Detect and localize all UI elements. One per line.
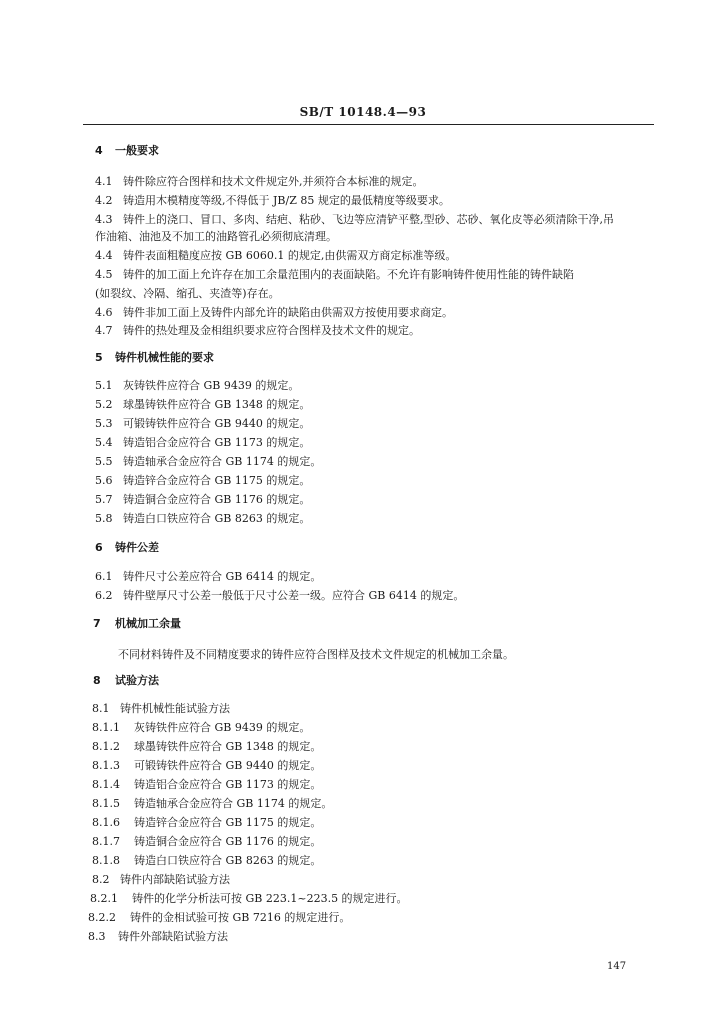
clause-number: 8.2.1 — [90, 892, 118, 905]
section-number: 6 — [95, 541, 103, 554]
clause-number: 8.1.8 — [92, 854, 120, 867]
clause-8-1-8 — [92, 854, 321, 868]
clause-4-6 — [95, 306, 453, 320]
clause-number: 5.3 — [95, 417, 113, 430]
clause-text: 球墨铸铁件应符合 GB 1348 的规定。 — [123, 398, 311, 411]
clause-text: 铸件非加工面上及铸件内部允许的缺陷由供需双方按使用要求商定。 — [123, 306, 453, 319]
clause-number: 8.2 — [92, 873, 110, 886]
clause-text: 铸造用木模精度等级,不得低于 JB/Z 85 规定的最低精度等级要求。 — [123, 194, 450, 207]
header-rule — [83, 124, 654, 125]
clause-text: 铸造铜合金应符合 GB 1176 的规定。 — [134, 835, 322, 848]
clause-5-6 — [95, 474, 310, 488]
clause-8-2-2 — [88, 911, 350, 925]
clause-text: 铸件壁厚尺寸公差一般低于尺寸公差一级。应符合 GB 6414 的规定。 — [123, 589, 465, 602]
clause-8-1-4 — [92, 778, 321, 792]
clause-8-1-6 — [92, 816, 321, 830]
clause-6-1 — [95, 570, 321, 584]
clause-4-2 — [95, 194, 450, 208]
clause-4-5-continuation: (如裂纹、冷隔、缩孔、夹渣等)存在。 — [95, 287, 280, 300]
clause-number: 8.1.2 — [92, 740, 120, 753]
clause-6-2 — [95, 589, 464, 603]
section-title: 铸件公差 — [115, 541, 159, 554]
clause-number: 8.1 — [92, 702, 110, 715]
clause-text: 灰铸铁件应符合 GB 9439 的规定。 — [123, 379, 300, 392]
clause-text: 铸件上的浇口、冒口、多肉、结疤、粘砂、飞边等应清铲平整,型砂、芯砂、氧化皮等必须清除干净,吊 — [123, 213, 614, 226]
clause-8-1-2 — [92, 740, 321, 754]
clause-text: 铸件内部缺陷试验方法 — [120, 873, 230, 886]
clause-text: 可锻铸铁件应符合 GB 9440 的规定。 — [134, 759, 322, 772]
clause-text: 铸造白口铁应符合 GB 8263 的规定。 — [123, 512, 311, 525]
clause-text: 铸件机械性能试验方法 — [120, 702, 230, 715]
clause-8-1-3 — [92, 759, 321, 773]
section-title: 机械加工余量 — [115, 617, 181, 630]
clause-number: 5.2 — [95, 398, 113, 411]
page-number: 147 — [607, 961, 627, 972]
clause-number: 8.1.4 — [92, 778, 120, 791]
clause-4-5 — [95, 268, 574, 282]
clause-number: 5.4 — [95, 436, 113, 449]
clause-number: 4.7 — [95, 324, 113, 337]
clause-number: 5.1 — [95, 379, 113, 392]
clause-text: 铸件外部缺陷试验方法 — [118, 930, 228, 943]
page-header: SB/T 10148.4—93 — [299, 105, 427, 119]
clause-text: 铸件的热处理及金相组织要求应符合图样及技术文件的规定。 — [123, 324, 420, 337]
clause-8-3 — [88, 930, 228, 944]
section-title: 一般要求 — [115, 144, 159, 157]
clause-text: 铸造轴承合金应符合 GB 1174 的规定。 — [134, 797, 333, 810]
clause-number: 4.6 — [95, 306, 113, 319]
clause-number: 4.2 — [95, 194, 113, 207]
clause-8-1-1 — [92, 721, 310, 735]
clause-number: 8.1.5 — [92, 797, 120, 810]
clause-text: 铸件除应符合图样和技术文件规定外,并须符合本标准的规定。 — [123, 175, 424, 188]
clause-text: 铸件的加工面上允许存在加工余量范围内的表面缺陷。不允许有影响铸件使用性能的铸件缺陷 — [123, 268, 574, 281]
clause-text: 铸件尺寸公差应符合 GB 6414 的规定。 — [123, 570, 322, 583]
clause-number: 5.7 — [95, 493, 113, 506]
clause-text: 铸造铝合金应符合 GB 1173 的规定。 — [123, 436, 311, 449]
clause-4-1 — [95, 175, 424, 189]
section-number: 4 — [95, 144, 103, 157]
section-8-heading — [93, 674, 159, 688]
clause-4-3-continuation: 作油箱、油池及不加工的油路管孔必须彻底清理。 — [95, 230, 337, 243]
clause-text: 铸件表面粗糙度应按 GB 6060.1 的规定,由供需双方商定标准等级。 — [123, 249, 457, 262]
clause-number: 8.2.2 — [88, 911, 116, 924]
clause-5-3 — [95, 417, 310, 431]
clause-text: 铸件的金相试验可按 GB 7216 的规定进行。 — [130, 911, 351, 924]
clause-number: 6.1 — [95, 570, 113, 583]
clause-number: 4.5 — [95, 268, 113, 281]
clause-5-1 — [95, 379, 299, 393]
section-4-heading — [95, 144, 159, 158]
section-number: 8 — [93, 674, 101, 687]
clause-4-3 — [95, 213, 614, 227]
clause-4-4 — [95, 249, 456, 263]
clause-number: 8.1.6 — [92, 816, 120, 829]
section-number: 7 — [93, 617, 101, 630]
clause-text: 球墨铸铁件应符合 GB 1348 的规定。 — [134, 740, 322, 753]
clause-5-7 — [95, 493, 310, 507]
clause-number: 6.2 — [95, 589, 113, 602]
clause-5-8 — [95, 512, 310, 526]
section-7-paragraph: 不同材料铸件及不同精度要求的铸件应符合图样及技术文件规定的机械加工余量。 — [118, 648, 514, 661]
clause-number: 4.1 — [95, 175, 113, 188]
clause-text: 铸造白口铁应符合 GB 8263 的规定。 — [134, 854, 322, 867]
clause-text: 铸造铜合金应符合 GB 1176 的规定。 — [123, 493, 311, 506]
clause-text: 铸造锌合金应符合 GB 1175 的规定。 — [123, 474, 311, 487]
section-5-heading — [95, 351, 214, 365]
clause-5-5 — [95, 455, 321, 469]
clause-8-1 — [92, 702, 230, 716]
clause-text: 铸造铝合金应符合 GB 1173 的规定。 — [134, 778, 322, 791]
clause-8-2-1 — [90, 892, 408, 906]
clause-number: 4.3 — [95, 213, 113, 226]
clause-number: 5.6 — [95, 474, 113, 487]
clause-number: 5.5 — [95, 455, 113, 468]
clause-8-1-5 — [92, 797, 332, 811]
clause-text: 铸造锌合金应符合 GB 1175 的规定。 — [134, 816, 322, 829]
section-7-heading — [93, 617, 181, 631]
section-title: 试验方法 — [115, 674, 159, 687]
clause-number: 8.1.1 — [92, 721, 120, 734]
clause-text: 灰铸铁件应符合 GB 9439 的规定。 — [134, 721, 311, 734]
clause-number: 4.4 — [95, 249, 113, 262]
clause-text: 可锻铸铁件应符合 GB 9440 的规定。 — [123, 417, 311, 430]
section-title: 铸件机械性能的要求 — [115, 351, 214, 364]
clause-number: 8.1.7 — [92, 835, 120, 848]
clause-5-2 — [95, 398, 310, 412]
clause-8-2 — [92, 873, 230, 887]
clause-4-7 — [95, 324, 420, 338]
clause-text: 铸造轴承合金应符合 GB 1174 的规定。 — [123, 455, 322, 468]
clause-5-4 — [95, 436, 310, 450]
clause-number: 5.8 — [95, 512, 113, 525]
section-number: 5 — [95, 351, 103, 364]
clause-number: 8.3 — [88, 930, 106, 943]
section-6-heading — [95, 541, 159, 555]
clause-8-1-7 — [92, 835, 321, 849]
clause-number: 8.1.3 — [92, 759, 120, 772]
clause-text: 铸件的化学分析法可按 GB 223.1~223.5 的规定进行。 — [132, 892, 408, 905]
